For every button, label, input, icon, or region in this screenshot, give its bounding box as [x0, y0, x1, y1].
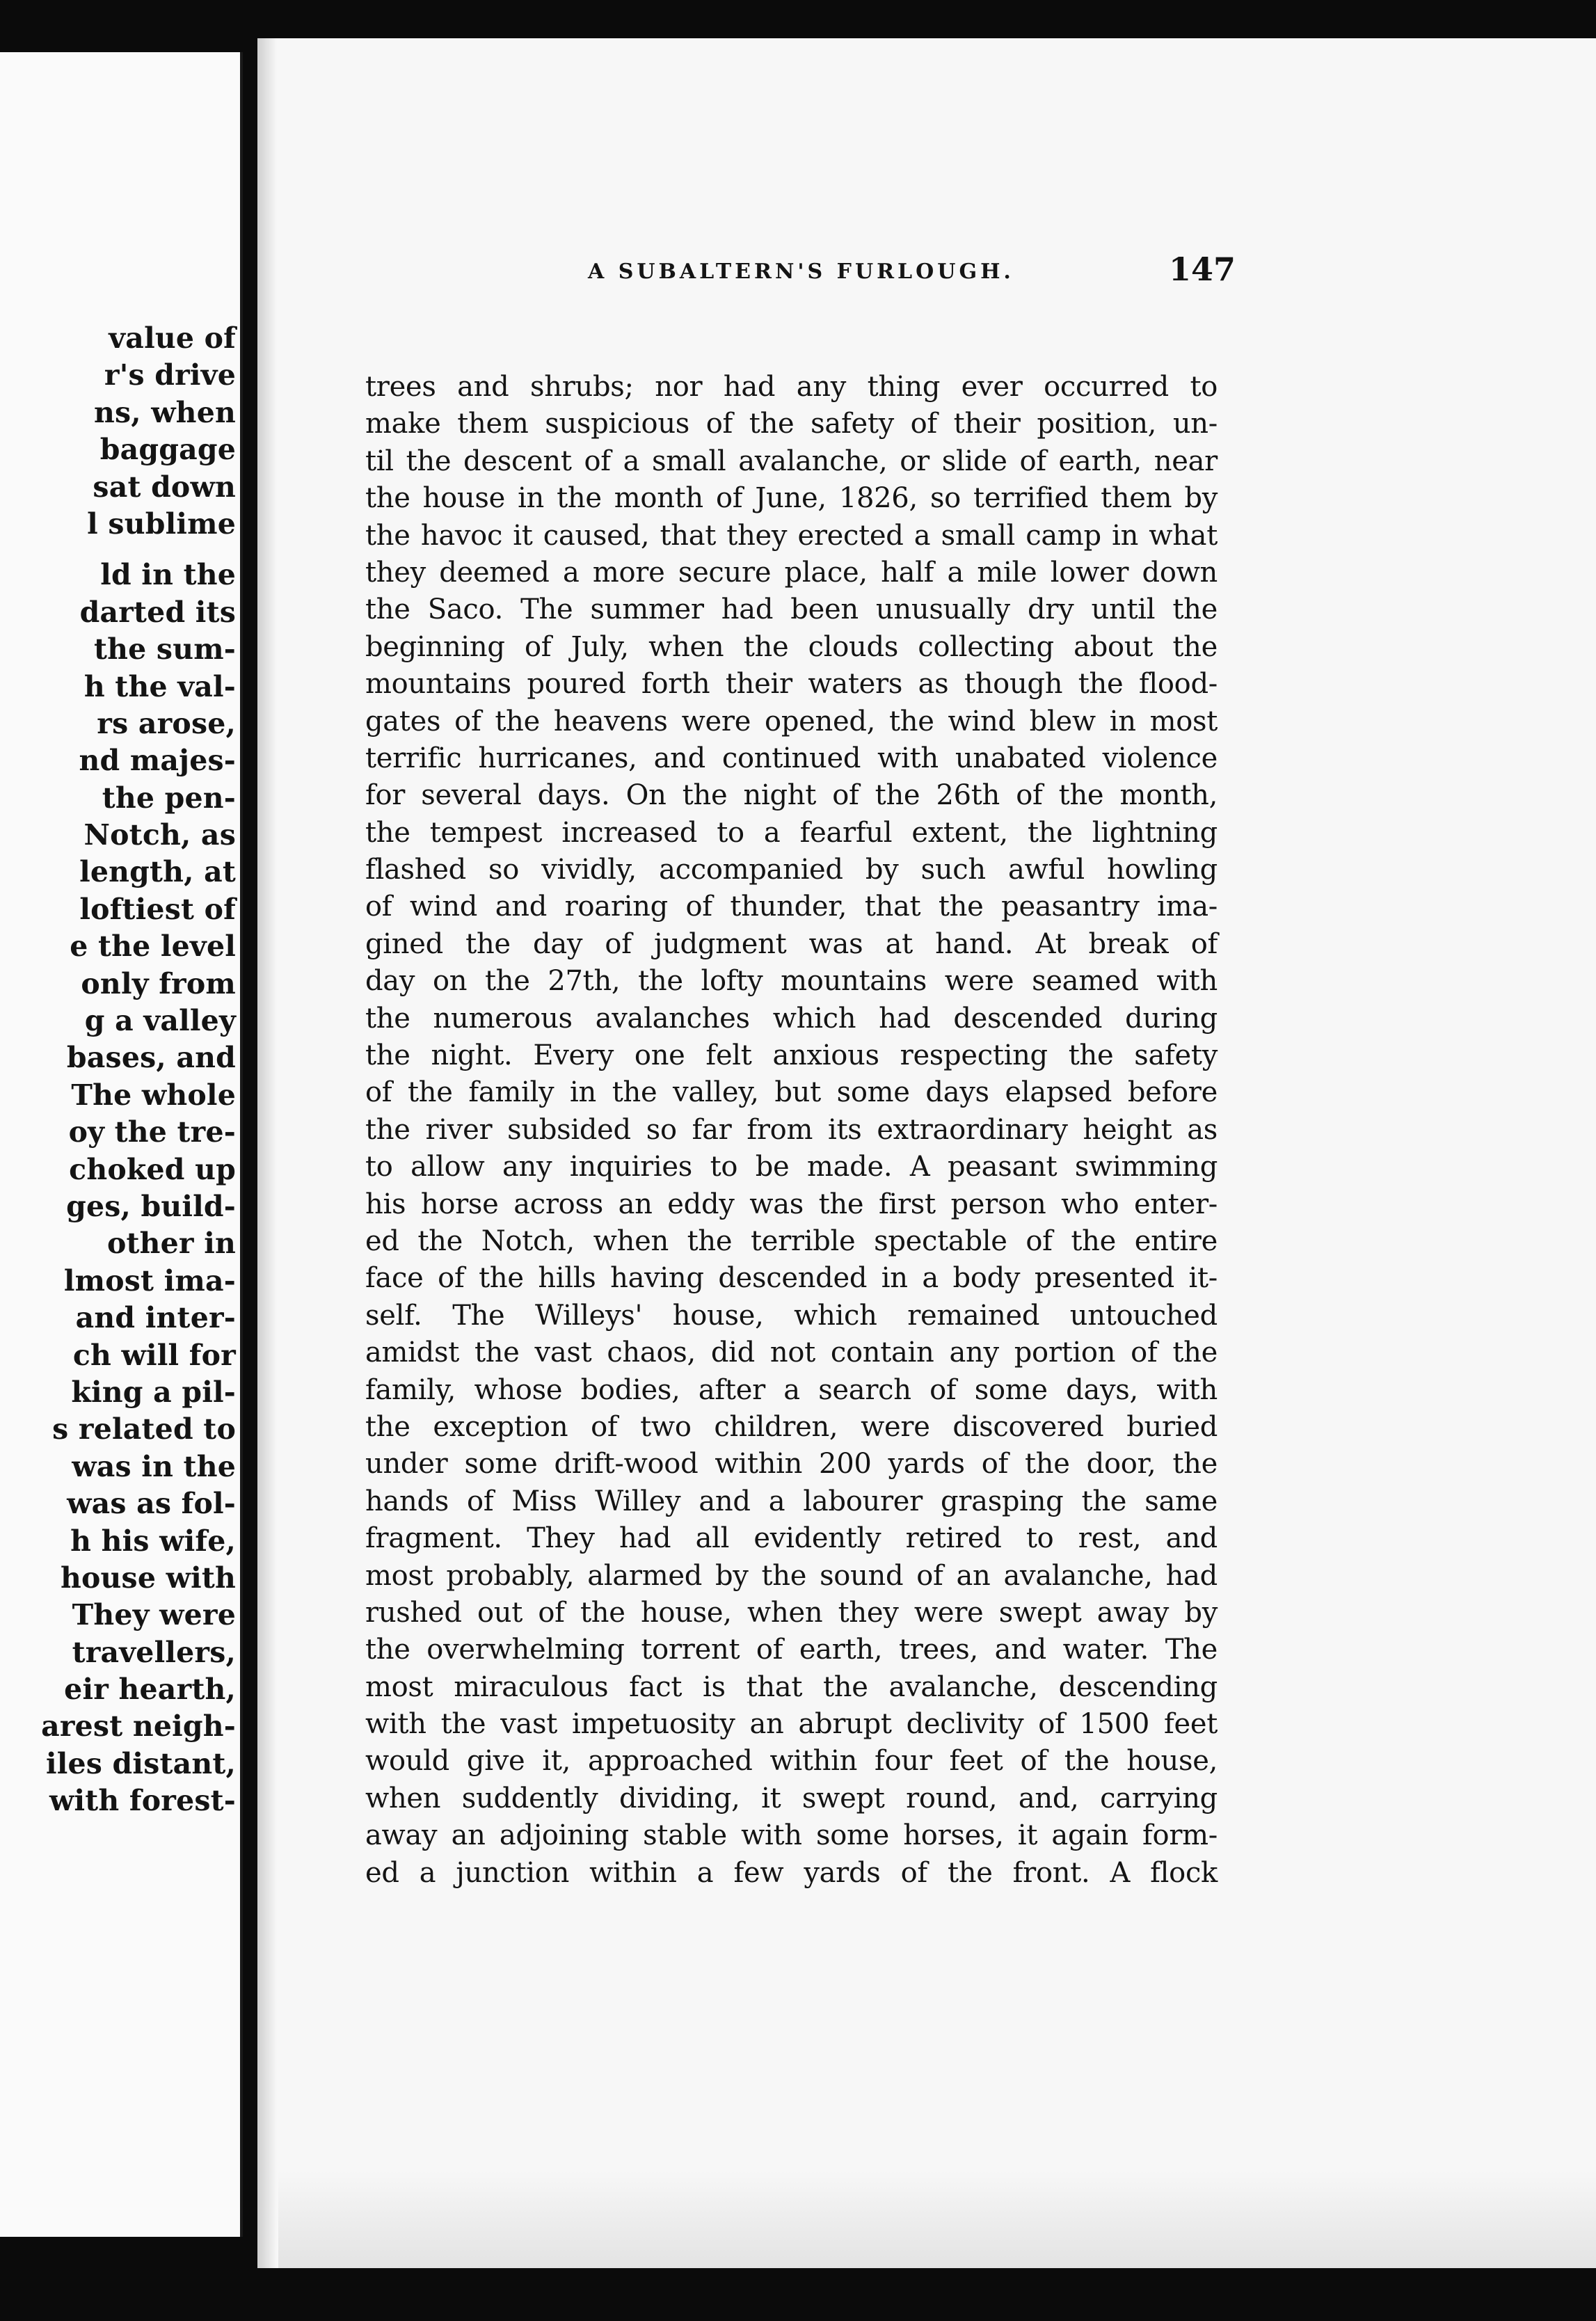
left-page-line: lmost ima- — [63, 1263, 236, 1298]
left-page-line: l sublime — [87, 507, 236, 541]
body-line: the night. Every one felt anxious respecting the safety — [365, 1039, 1218, 1072]
body-line: fragment. They had all evidently retired to rest, and — [365, 1522, 1218, 1555]
body-line: self. The Willeys' house, which remained untouched — [365, 1299, 1218, 1332]
left-page-line: length, at — [79, 855, 236, 889]
spine-shadow — [257, 38, 277, 2268]
left-page — [0, 52, 243, 2237]
body-line: most probably, alarmed by the sound of an avalanche, had — [365, 1559, 1218, 1592]
left-page-line: bases, and — [66, 1041, 236, 1075]
left-page-gap — [0, 543, 236, 557]
body-text — [365, 369, 1218, 1892]
body-line: the numerous avalanches which had descended during — [365, 1002, 1218, 1035]
body-line: day on the 27th, the lofty mountains were seamed with — [365, 965, 1218, 998]
left-page-line: eir hearth, — [64, 1673, 236, 1707]
left-page-line: value of — [109, 321, 236, 355]
left-page-line: e the level — [70, 930, 236, 964]
body-line: of the family in the valley, but some days elapsed before — [365, 1076, 1218, 1109]
body-line: rushed out of the house, when they were swept away by — [365, 1596, 1218, 1629]
left-page-line: only from — [81, 966, 236, 1000]
body-line: trees and shrubs; nor had any thing ever occurred to — [365, 371, 1218, 403]
body-line: amidst the vast chaos, did not contain any portion of the — [365, 1337, 1218, 1369]
left-page-line: h the val- — [83, 669, 236, 703]
left-page-line: the sum- — [94, 632, 236, 667]
left-page-line: and inter- — [75, 1301, 236, 1335]
left-page-line: with forest- — [49, 1784, 236, 1818]
body-line: his horse across an eddy was the first person who enter- — [365, 1188, 1218, 1220]
left-page-line: r's drive — [104, 358, 236, 392]
body-line: the havoc it caused, that they erected a small camp in what — [365, 519, 1218, 552]
left-page-line: arest neigh- — [41, 1709, 236, 1744]
body-line: the exception of two children, were discovered buried — [365, 1410, 1218, 1443]
left-page-line: nd majes- — [79, 744, 236, 778]
left-page-line: They were — [72, 1598, 236, 1632]
left-page-line: s related to — [52, 1412, 236, 1446]
left-page-line: other in — [106, 1227, 236, 1261]
left-page-line: iles distant, — [45, 1746, 236, 1780]
body-line: the overwhelming torrent of earth, trees, and water. The — [365, 1634, 1218, 1666]
left-page-line: ch will for — [72, 1338, 236, 1372]
left-page-line: ges, build- — [66, 1189, 236, 1223]
body-line: hands of Miss Willey and a labourer grasping the same — [365, 1485, 1218, 1517]
body-line: flashed so vividly, accompanied by such awful howling — [365, 854, 1218, 886]
left-page-line: king a pil- — [71, 1375, 236, 1409]
body-line: with the vast impetuosity an abrupt declivity of 1500 feet — [365, 1708, 1218, 1741]
left-page-line: house with — [60, 1561, 236, 1595]
body-line: to allow any inquiries to be made. A peasant swimming — [365, 1151, 1218, 1183]
body-line: the tempest increased to a fearful extent, the lightning — [365, 816, 1218, 849]
page-number: 147 — [1169, 250, 1236, 288]
right-page — [257, 38, 1596, 2268]
left-page-line: travellers, — [72, 1635, 236, 1669]
left-page-line: the pen- — [102, 781, 236, 815]
left-page-line: The whole — [71, 1078, 236, 1112]
body-line: away an adjoining stable with some horses, it again form- — [365, 1819, 1218, 1852]
left-page-line: was in the — [72, 1449, 236, 1483]
body-line: the house in the month of June, 1826, so terrified them by — [365, 482, 1218, 515]
left-page-line: was as fol- — [67, 1487, 236, 1521]
left-page-line: ns, when — [93, 395, 236, 429]
body-line: terrific hurricanes, and continued with unabated violence — [365, 742, 1218, 774]
body-line: they deemed a more secure place, half a mile lower down — [365, 556, 1218, 589]
body-line: gates of the heavens were opened, the wind blew in most — [365, 705, 1218, 737]
left-page-line: oy the tre- — [68, 1115, 236, 1149]
body-line: face of the hills having descended in a body presented it- — [365, 1262, 1218, 1295]
body-line: when suddently dividing, it swept round, and, carrying — [365, 1782, 1218, 1814]
left-page-line: h his wife, — [70, 1524, 236, 1558]
left-page-text — [0, 320, 236, 1820]
body-line: mountains poured forth their waters as though the flood- — [365, 668, 1218, 701]
body-line: til the descent of a small avalanche, or slide of earth, near — [365, 445, 1218, 477]
body-line: family, whose bodies, after a search of some days, with — [365, 1373, 1218, 1406]
body-line: most miraculous fact is that the avalanche, descending — [365, 1670, 1218, 1703]
body-line: would give it, approached within four feet of the house, — [365, 1745, 1218, 1778]
body-line: gined the day of judgment was at hand. At break of — [365, 927, 1218, 960]
left-page-line: loftiest of — [79, 892, 236, 926]
body-line: ed a junction within a few yards of the front. A flock — [365, 1856, 1218, 1889]
body-line: the Saco. The summer had been unusually dry until the — [365, 593, 1218, 626]
left-page-line: ld in the — [100, 558, 236, 592]
body-line: make them suspicious of the safety of their position, un- — [365, 408, 1218, 440]
body-line: for several days. On the night of the 26th of the month, — [365, 779, 1218, 812]
left-page-line: choked up — [69, 1152, 236, 1186]
body-line: of wind and roaring of thunder, that the peasantry ima- — [365, 891, 1218, 923]
body-line: beginning of July, when the clouds collecting about the — [365, 630, 1218, 663]
running-head: A SUBALTERN'S FURLOUGH. — [588, 260, 1014, 284]
left-page-line: Notch, as — [83, 818, 236, 852]
body-line: ed the Notch, when the terrible spectable of the entire — [365, 1225, 1218, 1257]
body-line: the river subsided so far from its extraordinary height as — [365, 1113, 1218, 1146]
left-page-line: g a valley — [84, 1004, 236, 1038]
body-line: under some drift-wood within 200 yards of the door, the — [365, 1448, 1218, 1481]
left-page-line: rs arose, — [97, 706, 236, 740]
left-page-line: darted its — [79, 595, 236, 629]
left-page-line: sat down — [93, 470, 236, 504]
left-page-line: baggage — [99, 433, 236, 467]
page-bottom-shadow — [278, 2171, 1596, 2268]
